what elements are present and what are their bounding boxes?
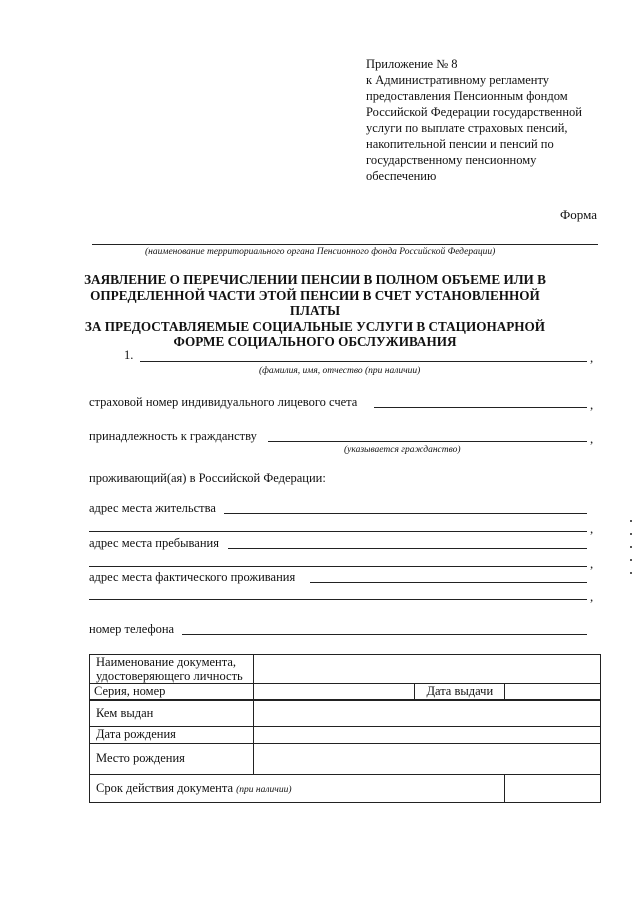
- phone-input[interactable]: [182, 634, 587, 635]
- snils-input[interactable]: [374, 407, 587, 408]
- actual-address-input-line2[interactable]: [89, 599, 587, 600]
- citizenship-input[interactable]: [268, 441, 587, 442]
- residing-label: проживающий(ая) в Российской Федерации:: [89, 471, 326, 485]
- stay-address-label: адрес места пребывания: [89, 536, 219, 550]
- issue-date-input-cell[interactable]: [505, 684, 601, 701]
- comma: ,: [590, 431, 594, 446]
- doc-name-label: Наименование документа,: [96, 655, 237, 669]
- fio-input[interactable]: [140, 361, 587, 362]
- validity-note: (при наличии): [236, 784, 292, 795]
- citizenship-label: принадлежность к гражданству: [89, 429, 257, 443]
- residence-address-input-line2[interactable]: [89, 531, 587, 532]
- validity-label: Срок действия документа: [96, 780, 234, 795]
- form-label: Форма: [560, 207, 597, 222]
- residence-address-input[interactable]: [224, 513, 587, 514]
- comma: ,: [590, 397, 594, 412]
- doc-name-label-cell: [90, 655, 254, 684]
- annex-line: Приложение № 8: [366, 57, 458, 71]
- actual-address-label: адрес места фактического проживания: [89, 570, 296, 584]
- table-row: [90, 774, 601, 802]
- table-row: [90, 655, 601, 684]
- residence-address-label: адрес места жительства: [89, 501, 216, 515]
- document-title: [80, 272, 550, 350]
- annex-line: услуги по выплате страховых пенсий,: [366, 121, 568, 135]
- annex-line: к Административному регламенту: [366, 73, 550, 87]
- phone-label: номер телефона: [89, 622, 175, 636]
- citizenship-caption: (указывается гражданство): [344, 445, 461, 455]
- issued-by-input-cell[interactable]: [253, 700, 600, 726]
- annex-line: Российской Федерации государственной: [366, 105, 582, 119]
- item-number: 1.: [124, 348, 134, 362]
- title-line: ОПРЕДЕЛЕННОЙ ЧАСТИ ЭТОЙ ПЕНСИИ В СЧЕТ УСТАНОВЛЕННОЙ ПЛАТЫ: [90, 287, 540, 318]
- annex-line: обеспечению: [366, 169, 437, 183]
- table-row: [90, 743, 601, 774]
- annex-line: государственному пенсионному: [366, 153, 537, 167]
- annex-header: [366, 56, 616, 184]
- comma: ,: [590, 556, 594, 571]
- actual-address-input[interactable]: [310, 582, 587, 583]
- table-row: [90, 726, 601, 743]
- title-line: ЗА ПРЕДОСТАВЛЯЕМЫЕ СОЦИАЛЬНЫЕ УСЛУГИ В СТАЦИОНАРНОЙ: [84, 318, 546, 334]
- issue-date-label: Дата выдачи: [415, 684, 505, 701]
- birth-date-label: Дата рождения: [90, 726, 254, 743]
- series-number-input-cell[interactable]: [253, 684, 415, 701]
- organ-name-field[interactable]: [92, 244, 598, 245]
- id-document-table: [89, 654, 601, 803]
- title-line: ФОРМЕ СОЦИАЛЬНОГО ОБСЛУЖИВАНИЯ: [173, 334, 457, 349]
- stay-address-input[interactable]: [228, 548, 587, 549]
- validity-label-cell: [90, 774, 505, 802]
- series-number-label: Серия, номер: [90, 684, 254, 701]
- annex-line: предоставления Пенсионным фондом: [366, 89, 568, 103]
- stay-address-input-line2[interactable]: [89, 566, 587, 567]
- doc-name-label: удостоверяющего личность: [96, 669, 243, 683]
- scan-edge-marks: [628, 520, 634, 580]
- table-row: [90, 700, 601, 726]
- validity-input-cell[interactable]: [505, 774, 601, 802]
- comma: ,: [590, 589, 594, 604]
- table-row: [90, 684, 601, 701]
- organ-caption: (наименование территориального органа Пенсионного фонда Российской Федерации): [145, 247, 496, 257]
- fio-caption: (фамилия, имя, отчество (при наличии): [259, 366, 421, 376]
- comma: ,: [590, 350, 594, 365]
- comma: ,: [590, 521, 594, 536]
- title-line: ЗАЯВЛЕНИЕ О ПЕРЕЧИСЛЕНИИ ПЕНСИИ В ПОЛНОМ ОБЪЕМЕ ИЛИ В: [84, 272, 546, 287]
- birth-place-label: Место рождения: [90, 743, 254, 774]
- issued-by-label: Кем выдан: [90, 700, 254, 726]
- birth-date-input-cell[interactable]: [253, 726, 600, 743]
- birth-place-input-cell[interactable]: [253, 743, 600, 774]
- annex-line: накопительной пенсии и пенсий по: [366, 137, 554, 151]
- snils-label: страховой номер индивидуального лицевого счета: [89, 395, 358, 409]
- doc-name-input-cell[interactable]: [253, 655, 600, 684]
